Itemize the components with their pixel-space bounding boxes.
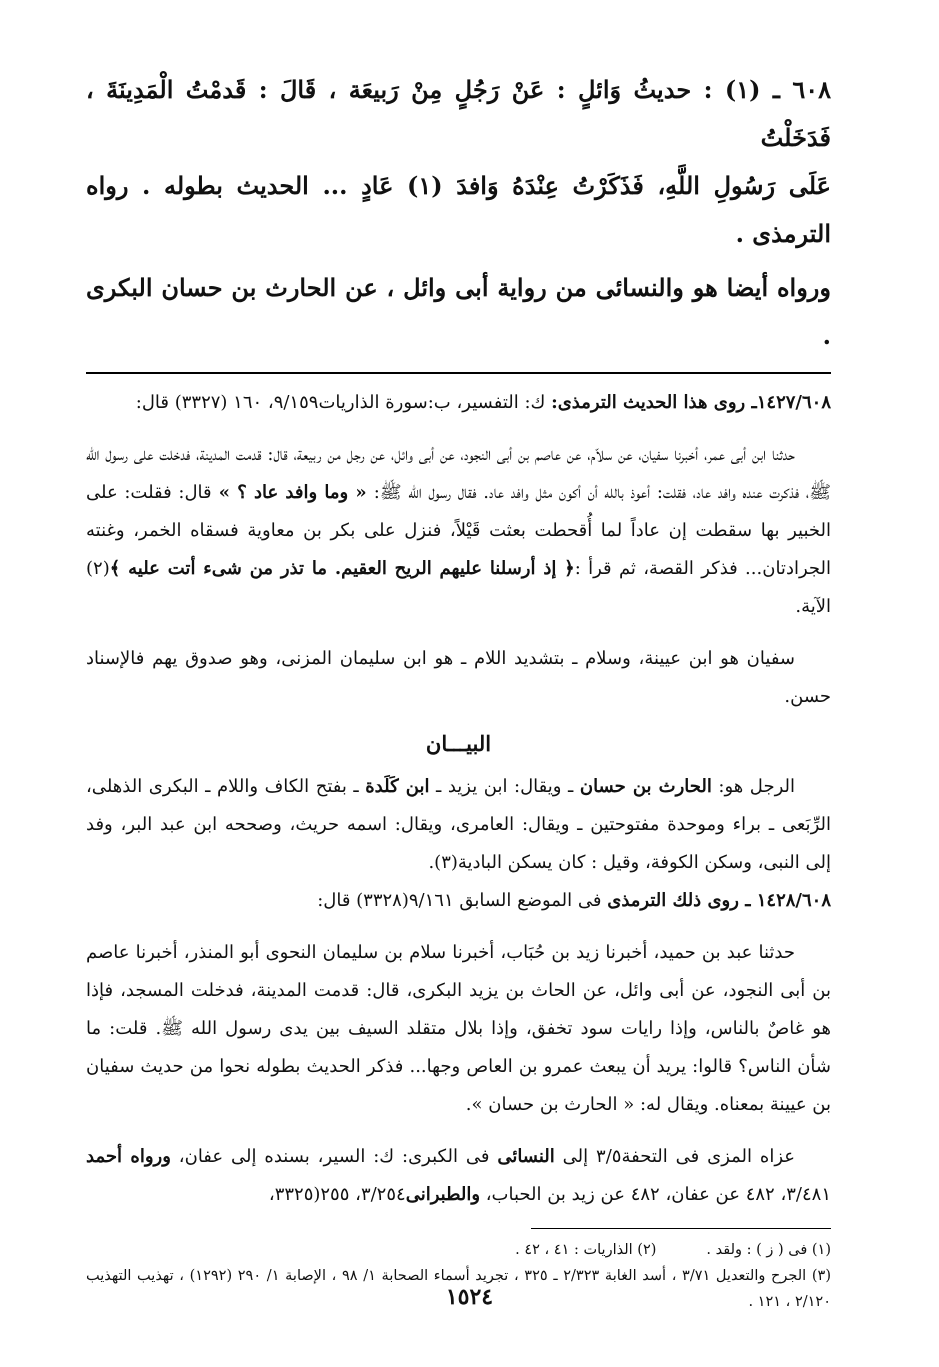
hadith-1427-text-a: حدثنا ابن أبى عمر، أخبرنا سفيان، عن سلاّم، عن عاصم بن أبى النجود، عن أبى وائل، عن رجل من ربيعة، قال: قدمت المدينة، فدخلت على رسول الله ﷺ، فذكرت عنده وافد عاد، فقلت: أعوذ بالله أن أكون مثل وافد عاد. فقال رسول الله ﷺ: <box>86 444 831 503</box>
section-divider <box>86 372 831 374</box>
isnad-note-text: سفيان هو ابن عيينة، وسلام ـ بتشديد اللام ـ هو ابن سليمان المزنى، وهو صدوق يهم فالإسناد حسن. <box>86 648 831 707</box>
bayan-text-a: الرجل هو: <box>711 776 795 797</box>
footnote-1: (١) فى ( ز ) : ولقد . <box>706 1242 831 1258</box>
takhrij-nasai: النسائى <box>497 1146 555 1167</box>
takhrij-ahmad: ورواه أحمد <box>86 1146 171 1167</box>
hadith-1428-body <box>86 934 831 1124</box>
page-number: ١٥٢٤ <box>445 1284 494 1310</box>
main-hadith-line-2: عَلَى رَسُولِ اللَّهِ، فَذَكَرْتُ عِنْدَهُ وَافدَ (١) عَادٍ ... الحديث بطوله . رواه الترمذى . <box>86 171 831 248</box>
main-hadith-line-3: ورواه أيضا هو والنسائى من رواية أبى وائل ، عن الحارث بن حسان البكرى . <box>86 273 831 350</box>
hadith-1427-reference <box>86 384 831 422</box>
bayan-heading: البيـــان <box>425 731 492 756</box>
hadith-1427-ref: ١٤٢٧/٦٠٨ـ روى هذا الحديث الترمذى: <box>551 392 831 413</box>
hadith-1427-body <box>86 436 831 626</box>
takhrij-text-a: عزاه المزى فى التحفة٣/٥ إلى <box>554 1146 795 1167</box>
bayan-paragraph <box>86 768 831 882</box>
hadith-1428-ref: ١٤٢٨/٦٠٨ ـ روى ذلك الترمذى <box>607 890 831 911</box>
hadith-1428-source: فى الموضع السابق ٩/١٦١(٣٣٢٨) قال: <box>317 890 608 911</box>
bayan-name-1: الحارث بن حسان <box>579 776 712 797</box>
hadith-1428-text: حدثنا عبد بن حميد، أخبرنا زيد بن حُبَاب، أخبرنا سلام بن سليمان النحوى أبو المنذر، أخبرنا عاصم بن أبى النجود، عن أبى وائل، عن الحاث بن يزيد البكرى، قال: قدمت المدينة، فدخلت المسجد، فإذا هو غاصٌ بالناس، وإذا رايات سود تخفق، وإذا بلال متقلد السيف بين يدى رسول الله ﷺ. قلت: ما شأن الناس؟ قالوا: يريد أن يبعث عمرو بن العاص وجها... فذكر الحديث بطوله نحوا من حديث سفيان بن عيينة بمعناه. ويقال له: « الحارث بن حسان ». <box>86 942 831 1115</box>
bayan-text-c: ـ بفتح الكاف واللام ـ البكرى الذهلى، الرِّبَعى ـ براء وموحدة مفتوحتين ـ ويقال: العامرى، ويقال: اسمه حريث، وصححه ابن عبد البر، وفد إلى النبى، وسكن الكوفة، وقيل : كان يسكن البادية(٣). <box>86 776 831 873</box>
footnote-row <box>86 1237 831 1263</box>
footnote-3: (٣) الجرح والتعديل ٣/٧١ ، أسد الغابة ٢/٣٢٣ ـ ٣٢٥ ، تجريد أسماء الصحابة ١/ ٩٨ ، الإصابة ١/ ٢٩٠ (١٢٩٢) ، تهذيب التهذيب ٢/١٢٠ ، ١٢١ . <box>86 1268 831 1310</box>
hadith-1427-source: ك: التفسير، ب:سورة الذاريات٩/١٥٩، ١٦٠ (٣٣٢٧) قال: <box>135 392 552 413</box>
main-hadith <box>86 66 831 360</box>
quran-verse: ﴿ إذ أرسلنا عليهم الريح العقيم. ما تذر من شىء أتت عليه ﴾ <box>109 558 575 579</box>
hadith-1427-text-c: (٢) الآية. <box>86 558 831 617</box>
page-content <box>86 66 831 1315</box>
bayan-name-2: ابن كَلَدة <box>365 776 430 797</box>
footnote-2: (٢) الذاريات : ٤١ ، ٤٢ . <box>515 1242 657 1258</box>
takhrij-text-c: ٣/٤٨١، ٤٨٢ عن عفان، ٤٨٢ عن زيد بن الحباب، <box>480 1184 831 1205</box>
main-hadith-line-1: ٦٠٨ ـ (١) : حديثُ وَائلٍ : عَنْ رَجُلٍ مِنْ رَبيعَة ، قَالَ : قَدمْتُ الْمَدِينَةَ ، فَدَخَلْتُ <box>86 75 831 152</box>
takhrij-text-d: ٣/٢٥٤، ٢٥٥(٣٣٢٥، <box>268 1184 406 1205</box>
hadith-1428-reference <box>86 882 831 920</box>
hadith-1427-quote: « وما وافد عاد ؟ » <box>211 482 374 503</box>
hadith-1427-text-b: قال: فقلت: على الخبير بها سقطت إن عاداً لما أُقحطت بعثت قَيْلاً، فنزل على بكر بن معاوية فسقاه الخمر، وغنته الجرادتان... فذكر القصة، ثم قرأ : <box>86 482 831 579</box>
bayan-text-b: ـ ويقال: ابن يزيد ـ <box>429 776 580 797</box>
isnad-note <box>86 640 831 716</box>
takhrij-text-b: فى الكبرى: ك: السير، بسنده إلى عفان، <box>170 1146 498 1167</box>
footnote-divider <box>531 1228 831 1229</box>
takhrij-paragraph <box>86 1138 831 1214</box>
takhrij-tabarani: والطبرانى <box>405 1184 481 1205</box>
